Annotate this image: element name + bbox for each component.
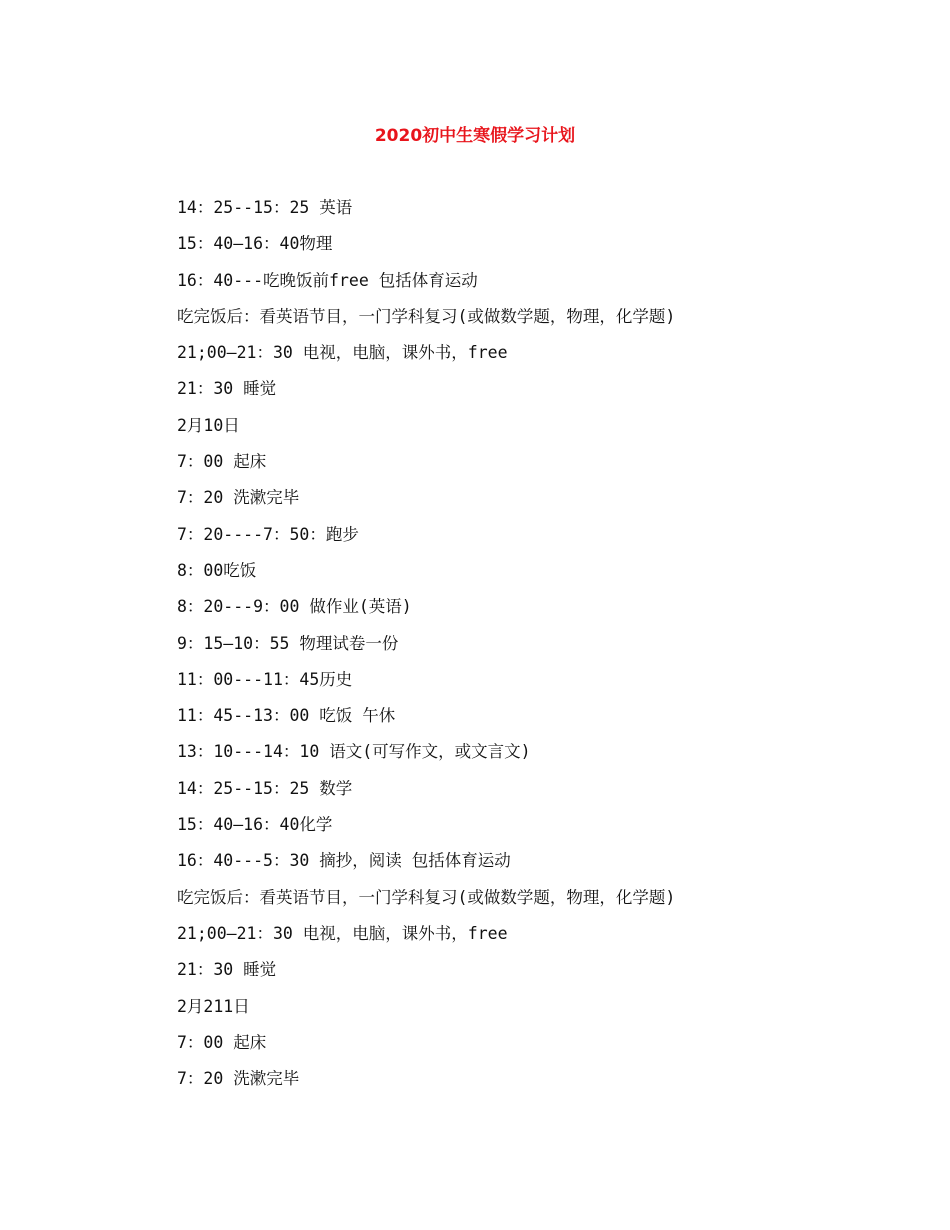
schedule-line: 7：00 起床 xyxy=(177,1032,267,1052)
schedule-line: 8：00吃饭 xyxy=(177,560,257,580)
schedule-line: 21;00—21：30 电视，电脑，课外书，free xyxy=(177,923,508,943)
schedule-line: 2月211日 xyxy=(177,996,250,1016)
schedule-line: 吃完饭后：看英语节目，一门学科复习(或做数学题，物理，化学题) xyxy=(177,887,676,907)
schedule-line: 7：20 洗漱完毕 xyxy=(177,1069,300,1089)
schedule-line: 7：20----7：50：跑步 xyxy=(177,524,359,544)
schedule-line: 14：25--15：25 数学 xyxy=(177,778,353,798)
schedule-line: 9：15—10：55 物理试卷一份 xyxy=(177,633,399,653)
schedule-line: 21：30 睡觉 xyxy=(177,379,277,399)
schedule-line: 8：20---9：00 做作业(英语) xyxy=(177,597,412,617)
schedule-line: 16：40---5：30 摘抄，阅读 包括体育运动 xyxy=(177,851,511,871)
schedule-line: 13：10---14：10 语文(可写作文，或文言文) xyxy=(177,742,531,762)
schedule-line: 11：00---11：45历史 xyxy=(177,669,353,689)
schedule-line: 21：30 睡觉 xyxy=(177,960,277,980)
schedule-line: 吃完饭后：看英语节目，一门学科复习(或做数学题，物理，化学题) xyxy=(177,306,676,326)
schedule-line: 14：25--15：25 英语 xyxy=(177,198,353,217)
schedule-line: 7：00 起床 xyxy=(177,452,267,472)
schedule-line: 15：40—16：40物理 xyxy=(177,234,333,254)
schedule-line: 7：20 洗漱完毕 xyxy=(177,488,300,508)
schedule-line: 2月10日 xyxy=(177,415,240,435)
schedule-line: 11：45--13：00 吃饭 午休 xyxy=(177,706,396,726)
schedule-line: 15：40—16：40化学 xyxy=(177,815,333,835)
schedule-lines xyxy=(177,196,877,1103)
schedule-line: 21;00—21：30 电视，电脑，课外书，free xyxy=(177,343,508,363)
schedule-line: 16：40---吃晚饭前free 包括体育运动 xyxy=(177,270,478,290)
document-title: 2020初中生寒假学习计划 xyxy=(374,126,576,146)
